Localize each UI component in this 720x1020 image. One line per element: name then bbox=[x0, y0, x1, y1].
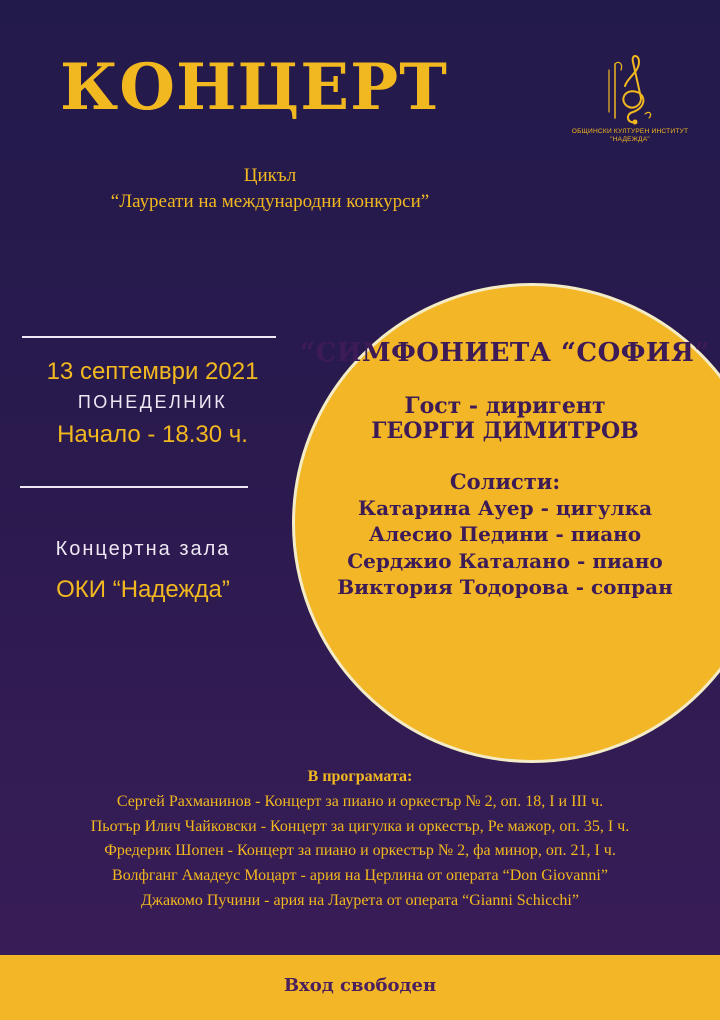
free-entry-banner: Вход свободен bbox=[0, 955, 720, 1020]
program-item: Фредерик Шопен - Концерт за пиано и оркестър № 2, фа минор, оп. 21, I ч. bbox=[104, 842, 616, 860]
concert-weekday: ПОНЕДЕЛНИК bbox=[77, 392, 228, 412]
logo-line-2: "НАДЕЖДА" bbox=[610, 136, 650, 144]
guest-conductor-label: Гост - диригент bbox=[404, 393, 606, 419]
program-heading: В програмата: bbox=[307, 768, 413, 785]
logo-caption bbox=[569, 128, 691, 144]
concert-venue: ОКИ “Надежда” bbox=[56, 576, 230, 603]
institute-logo bbox=[571, 52, 689, 162]
divider-top bbox=[22, 336, 276, 338]
soloists-label: Солисти: bbox=[449, 468, 561, 494]
concert-date: 13 септември 2021 bbox=[46, 358, 259, 385]
logo-line-1: ОБЩИНСКИ КУЛТУРЕН ИНСТИТУТ bbox=[571, 128, 689, 135]
soloist-item: Серджио Каталано - пиано bbox=[347, 548, 663, 573]
concert-start-time: Начало - 18.30 ч. bbox=[57, 421, 248, 448]
conductor-name: ГЕОРГИ ДИМИТРОВ bbox=[371, 418, 639, 445]
soloist-item: Алесио Педини - пиано bbox=[368, 522, 642, 547]
program-list bbox=[40, 765, 680, 914]
treble-clef-icon bbox=[575, 52, 685, 132]
cycle-label: Цикъл bbox=[243, 165, 297, 186]
soloist-item: Виктория Тодорова - сопран bbox=[337, 575, 673, 600]
concert-cycle bbox=[40, 163, 500, 214]
soloist-item: Катарина Ауер - цигулка bbox=[357, 495, 653, 520]
program-item: Джакомо Пучини - ария на Лаурета от операта “Gianni Schicchi” bbox=[141, 891, 579, 909]
orchestra-name: “СИМФОНИЕТА “СОФИЯ” bbox=[300, 338, 710, 368]
concert-hall: Концертна зала bbox=[55, 538, 231, 560]
performers-block bbox=[300, 340, 710, 600]
divider-bottom bbox=[20, 486, 248, 488]
date-block bbox=[15, 360, 290, 449]
program-item: Волфганг Амадеус Моцарт - ария на Церлина от операта “Don Giovanni” bbox=[112, 867, 608, 885]
program-item: Пьотър Илич Чайковски - Концерт за цигулка и оркестър, Ре мажор, оп. 35, I ч. bbox=[90, 817, 630, 835]
program-item: Сергей Рахманинов - Концерт за пиано и оркестър № 2, оп. 18, I и III ч. bbox=[116, 792, 604, 810]
cycle-name: “Лауреати на международни конкурси” bbox=[110, 190, 430, 212]
poster-title: КОНЦЕРТ bbox=[60, 50, 448, 125]
